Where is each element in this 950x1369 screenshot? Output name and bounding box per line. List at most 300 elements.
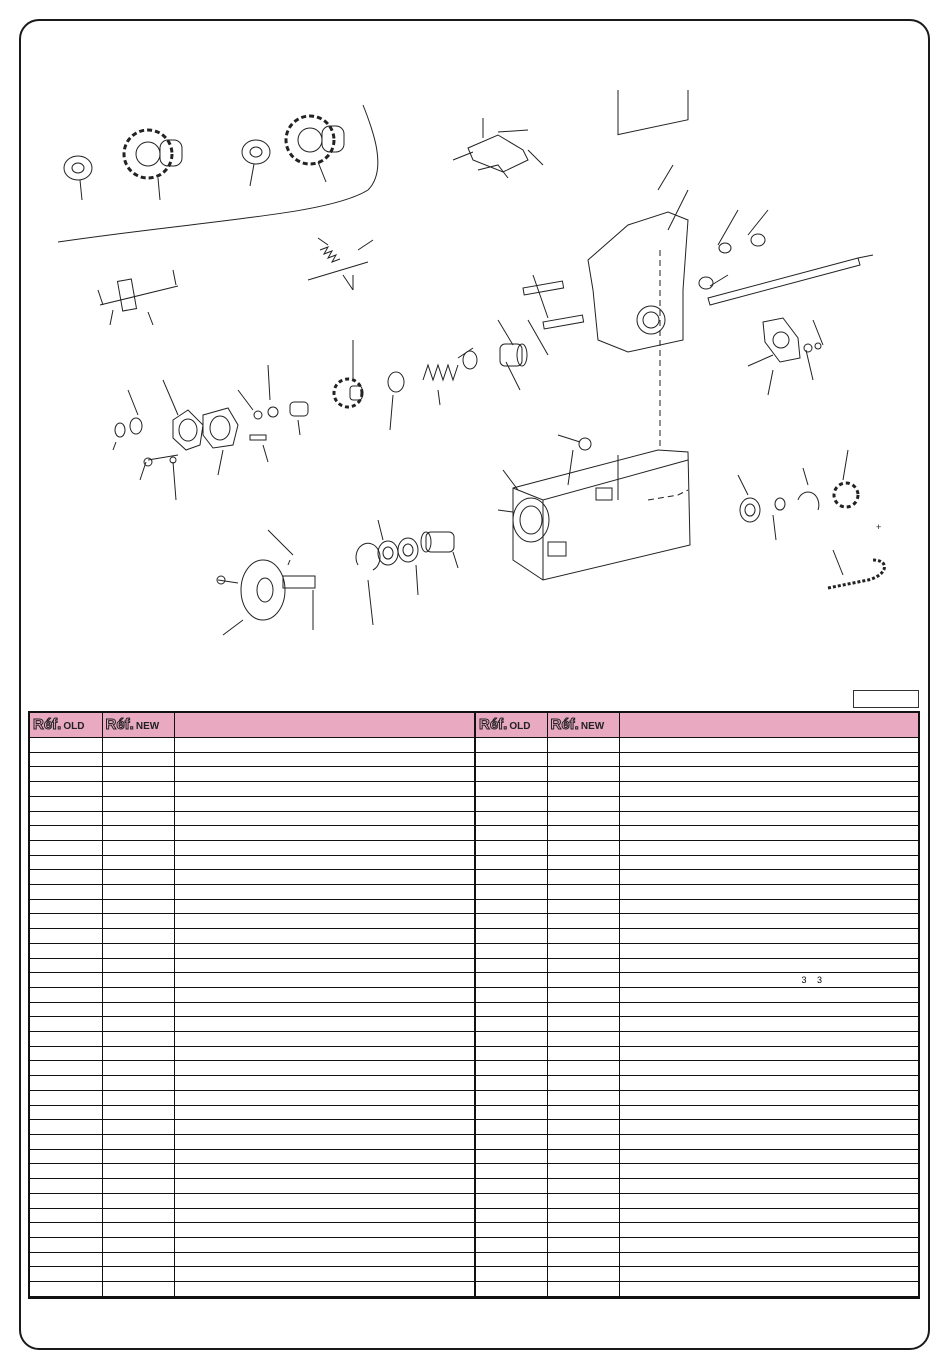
table-cell — [619, 1252, 918, 1267]
table-cell — [174, 958, 475, 973]
table-cell — [102, 1252, 174, 1267]
table-cell — [102, 870, 174, 885]
table-cell — [30, 929, 102, 944]
table-cell — [30, 914, 102, 929]
table-cell — [547, 1090, 619, 1105]
table-row — [30, 767, 918, 782]
bearing-lower-2 — [378, 541, 398, 565]
header-description-right — [619, 713, 918, 738]
table-cell — [174, 1061, 475, 1076]
table-cell — [547, 1061, 619, 1076]
table-cell — [547, 1237, 619, 1252]
dash-guide-2 — [648, 490, 688, 500]
table-cell — [174, 1017, 475, 1032]
table-cell — [475, 973, 547, 988]
table-cell — [475, 870, 547, 885]
table-cell — [102, 1149, 174, 1164]
table-cell — [174, 1120, 475, 1135]
table-cell — [475, 1267, 547, 1282]
table-row — [30, 1208, 918, 1223]
table-cell — [102, 943, 174, 958]
table-cell — [475, 1017, 547, 1032]
table-cell — [619, 1002, 918, 1017]
table-cell — [102, 1032, 174, 1047]
table-cell — [619, 796, 918, 811]
table-cell — [475, 1237, 547, 1252]
diagram-plus-mark: + — [876, 522, 882, 532]
sprocket-hub-left — [64, 156, 92, 180]
bearing-lower-1 — [398, 538, 418, 562]
nut-left — [144, 458, 152, 466]
table-cell — [475, 1046, 547, 1061]
table-row — [30, 1179, 918, 1194]
table-cell — [475, 1282, 547, 1297]
table-cell — [475, 1208, 547, 1223]
table-cell — [619, 1223, 918, 1238]
table-cell — [619, 1090, 918, 1105]
table-row — [30, 870, 918, 885]
table-cell — [174, 870, 475, 885]
table-cell — [102, 738, 174, 753]
table-cell — [619, 1179, 918, 1194]
table-cell — [30, 738, 102, 753]
table-row — [30, 1252, 918, 1267]
table-cell — [30, 1017, 102, 1032]
table-cell — [30, 1090, 102, 1105]
table-cell — [475, 782, 547, 797]
table-cell — [475, 987, 547, 1002]
table-cell — [102, 973, 174, 988]
table-row — [30, 899, 918, 914]
table-cell — [475, 796, 547, 811]
table-row — [30, 1267, 918, 1282]
table-cell — [174, 1208, 475, 1223]
table-cell — [30, 782, 102, 797]
bolt-long-lower — [543, 315, 584, 329]
table-cell — [30, 826, 102, 841]
table-cell — [30, 811, 102, 826]
table-cell — [174, 1179, 475, 1194]
table-cell — [475, 840, 547, 855]
table-cell — [619, 1208, 918, 1223]
table-cell — [102, 1002, 174, 1017]
table-row — [30, 1223, 918, 1238]
table-cell — [475, 1120, 547, 1135]
table-row — [30, 1061, 918, 1076]
table-cell — [102, 1134, 174, 1149]
table-cell — [475, 1193, 547, 1208]
spring — [320, 247, 340, 262]
table-cell — [102, 767, 174, 782]
table-cell — [30, 752, 102, 767]
beam-tube — [596, 488, 612, 500]
main-housing — [588, 212, 688, 352]
table-row — [30, 1032, 918, 1047]
table-cell — [547, 1105, 619, 1120]
table-cell — [619, 1046, 918, 1061]
table-cell — [30, 1164, 102, 1179]
washer-right-2 — [775, 498, 785, 510]
housing-cover — [618, 90, 688, 135]
table-cell — [619, 1149, 918, 1164]
table-cell — [475, 1134, 547, 1149]
table-cell — [30, 1032, 102, 1047]
table-cell — [102, 1223, 174, 1238]
table-cell — [619, 767, 918, 782]
table-cell — [547, 899, 619, 914]
reference-box — [853, 690, 919, 708]
table-cell — [102, 1208, 174, 1223]
table-row — [30, 811, 918, 826]
table-cell — [102, 1164, 174, 1179]
table-cell — [619, 840, 918, 855]
table-cell — [174, 1237, 475, 1252]
table-cell — [102, 811, 174, 826]
table-cell — [547, 826, 619, 841]
table-cell — [619, 752, 918, 767]
table-cell — [102, 782, 174, 797]
table-cell — [619, 929, 918, 944]
table-cell — [174, 1002, 475, 1017]
table-cell — [102, 1282, 174, 1297]
table-row — [30, 1134, 918, 1149]
table-row — [30, 1193, 918, 1208]
table-row — [30, 752, 918, 767]
gasket-left — [203, 408, 238, 448]
table-cell — [547, 1193, 619, 1208]
table-cell — [619, 1032, 918, 1047]
table-cell — [30, 1282, 102, 1297]
table-row — [30, 1120, 918, 1135]
table-cell — [619, 811, 918, 826]
table-row — [30, 1105, 918, 1120]
table-cell — [174, 1105, 475, 1120]
table-cell — [475, 899, 547, 914]
table-cell — [174, 855, 475, 870]
table-cell — [475, 738, 547, 753]
table-cell — [619, 1105, 918, 1120]
table-cell — [619, 870, 918, 885]
table-row — [30, 929, 918, 944]
table-cell — [174, 914, 475, 929]
table-cell — [547, 767, 619, 782]
table-cell — [475, 914, 547, 929]
table-cell — [174, 767, 475, 782]
table-note: 3 3 — [801, 975, 826, 986]
table-cell — [30, 1223, 102, 1238]
table-cell — [102, 840, 174, 855]
table-cell — [102, 1017, 174, 1032]
table-cell — [475, 1002, 547, 1017]
table-cell — [547, 1120, 619, 1135]
table-row — [30, 1149, 918, 1164]
table-cell — [174, 1164, 475, 1179]
coil-spring — [423, 365, 458, 380]
table-row — [30, 1282, 918, 1297]
header-ref-old-left: Réf. OLD — [30, 713, 102, 738]
table-cell — [174, 899, 475, 914]
table-cell — [30, 1134, 102, 1149]
table-cell — [619, 855, 918, 870]
table-cell — [547, 752, 619, 767]
table-cell — [174, 1076, 475, 1091]
table-cell — [547, 811, 619, 826]
table-cell — [174, 738, 475, 753]
header-description-left — [174, 713, 475, 738]
table-cell — [174, 1193, 475, 1208]
table-cell — [102, 752, 174, 767]
table-cell — [547, 1002, 619, 1017]
table-cell — [30, 1237, 102, 1252]
table-cell — [475, 1223, 547, 1238]
table-cell — [102, 1046, 174, 1061]
table-cell — [102, 826, 174, 841]
table-cell — [475, 767, 547, 782]
table-cell — [619, 885, 918, 900]
table-cell — [30, 1002, 102, 1017]
parts-table — [28, 711, 920, 1299]
sprocket-left — [124, 130, 182, 178]
table-row — [30, 973, 918, 988]
table-cell — [30, 973, 102, 988]
frame-beam — [513, 450, 690, 580]
table-cell — [102, 914, 174, 929]
table-row — [30, 796, 918, 811]
table-cell — [174, 1252, 475, 1267]
table-cell — [30, 1120, 102, 1135]
header-ref-old-right: Réf. OLD — [475, 713, 547, 738]
table-cell — [547, 1149, 619, 1164]
bearing-right — [740, 498, 760, 522]
wheel-hub — [241, 560, 285, 620]
table-cell — [547, 1252, 619, 1267]
table-cell — [619, 973, 918, 988]
table-cell — [475, 1252, 547, 1267]
bolt-long-upper — [523, 281, 564, 295]
sprocket-right — [834, 483, 858, 507]
table-cell — [619, 987, 918, 1002]
table-cell — [30, 885, 102, 900]
table-cell — [30, 1105, 102, 1120]
flange-plate-right — [763, 318, 800, 362]
nut-right — [751, 234, 765, 246]
drive-shaft — [708, 258, 860, 305]
table-cell — [547, 973, 619, 988]
table-cell — [30, 870, 102, 885]
table-cell — [547, 1076, 619, 1091]
table-cell — [102, 958, 174, 973]
table-cell — [30, 899, 102, 914]
table-cell — [547, 958, 619, 973]
table-cell — [102, 1179, 174, 1194]
table-cell — [174, 840, 475, 855]
table-cell — [174, 1134, 475, 1149]
table-cell — [174, 987, 475, 1002]
table-cell — [475, 885, 547, 900]
table-cell — [174, 1267, 475, 1282]
table-cell — [475, 1090, 547, 1105]
table-cell — [547, 943, 619, 958]
table-cell — [174, 796, 475, 811]
table-cell — [30, 767, 102, 782]
flange-bearing-left — [173, 410, 203, 450]
table-cell — [475, 752, 547, 767]
circlip-lower — [356, 543, 380, 570]
table-row — [30, 1076, 918, 1091]
table-row — [30, 958, 918, 973]
table-row — [30, 1237, 918, 1252]
drive-chain — [828, 560, 884, 588]
table-row — [30, 1017, 918, 1032]
table-cell — [619, 738, 918, 753]
table-row — [30, 738, 918, 753]
table-cell — [30, 1061, 102, 1076]
washer-left-2 — [130, 418, 142, 434]
table-cell — [102, 1076, 174, 1091]
table-cell — [174, 1223, 475, 1238]
sprocket-center — [334, 379, 362, 407]
table-row — [30, 782, 918, 797]
table-cell — [547, 1017, 619, 1032]
table-cell — [547, 1134, 619, 1149]
table-cell — [475, 811, 547, 826]
table-cell — [619, 1267, 918, 1282]
table-cell — [30, 1193, 102, 1208]
table-cell — [30, 1208, 102, 1223]
header-ref-new-right: Réf. NEW — [547, 713, 619, 738]
bracket-top — [468, 135, 528, 172]
nut-beam — [579, 438, 591, 450]
table-cell — [102, 855, 174, 870]
circlip-right — [798, 492, 819, 510]
table-cell — [547, 1267, 619, 1282]
plate-small — [118, 279, 137, 311]
table-cell — [30, 943, 102, 958]
table-cell — [102, 987, 174, 1002]
table-cell — [174, 943, 475, 958]
table-cell — [475, 1032, 547, 1047]
table-row — [30, 1164, 918, 1179]
table-cell — [30, 958, 102, 973]
table-cell — [174, 826, 475, 841]
table-cell — [619, 958, 918, 973]
table-cell — [174, 1149, 475, 1164]
table-cell — [102, 885, 174, 900]
table-cell — [174, 929, 475, 944]
table-row — [30, 855, 918, 870]
table-cell — [547, 870, 619, 885]
table-cell — [547, 1223, 619, 1238]
table-cell — [174, 1046, 475, 1061]
table-cell — [30, 987, 102, 1002]
table-cell — [475, 855, 547, 870]
sprocket-middle — [286, 116, 344, 164]
table-cell — [547, 914, 619, 929]
collar — [388, 372, 404, 392]
table-cell — [619, 1134, 918, 1149]
table-row — [30, 840, 918, 855]
table-cell — [619, 1017, 918, 1032]
nut-side — [699, 277, 713, 289]
table-cell — [547, 782, 619, 797]
table-cell — [619, 1061, 918, 1076]
table-row — [30, 885, 918, 900]
table-cell — [547, 855, 619, 870]
table-cell — [102, 1061, 174, 1076]
table-cell — [547, 1179, 619, 1194]
table-cell — [619, 914, 918, 929]
table-cell — [30, 796, 102, 811]
table-cell — [619, 1237, 918, 1252]
table-cell — [475, 1061, 547, 1076]
bushing-lower — [426, 532, 454, 552]
table-cell — [102, 1105, 174, 1120]
table-cell — [475, 1076, 547, 1091]
table-cell — [102, 796, 174, 811]
table-cell — [174, 1282, 475, 1297]
sprocket-hub-middle — [242, 140, 270, 164]
table-cell — [619, 1120, 918, 1135]
table-cell — [547, 1208, 619, 1223]
table-cell — [174, 1090, 475, 1105]
table-cell — [619, 1076, 918, 1091]
table-cell — [619, 826, 918, 841]
table-cell — [174, 811, 475, 826]
table-cell — [547, 1032, 619, 1047]
table-cell — [30, 1252, 102, 1267]
nut-flange — [804, 344, 812, 352]
table-cell — [30, 840, 102, 855]
table-cell — [102, 1090, 174, 1105]
table-cell — [547, 738, 619, 753]
header-ref-new-left: Réf. NEW — [102, 713, 174, 738]
table-cell — [547, 885, 619, 900]
table-cell — [619, 782, 918, 797]
table-cell — [619, 1282, 918, 1297]
table-cell — [174, 973, 475, 988]
table-cell — [547, 840, 619, 855]
table-cell — [30, 1046, 102, 1061]
table-cell — [174, 782, 475, 797]
table-row — [30, 1002, 918, 1017]
table-cell — [547, 796, 619, 811]
table-cell — [30, 855, 102, 870]
table-cell — [475, 1105, 547, 1120]
washer-left-1 — [115, 423, 125, 437]
table-cell — [475, 943, 547, 958]
table-cell — [619, 899, 918, 914]
table-cell — [102, 899, 174, 914]
table-row — [30, 826, 918, 841]
table-cell — [102, 1193, 174, 1208]
table-row — [30, 1046, 918, 1061]
table-cell — [619, 943, 918, 958]
table-cell — [619, 1164, 918, 1179]
table-cell — [30, 1149, 102, 1164]
table-row — [30, 914, 918, 929]
table-cell — [102, 929, 174, 944]
table-row — [30, 943, 918, 958]
table-cell — [102, 1237, 174, 1252]
table-cell — [475, 1164, 547, 1179]
table-cell — [547, 1282, 619, 1297]
table-row — [30, 987, 918, 1002]
table-cell — [30, 1267, 102, 1282]
table-cell — [102, 1267, 174, 1282]
exploded-parts-diagram — [28, 90, 920, 685]
table-row — [30, 1090, 918, 1105]
washer-right — [719, 243, 731, 253]
